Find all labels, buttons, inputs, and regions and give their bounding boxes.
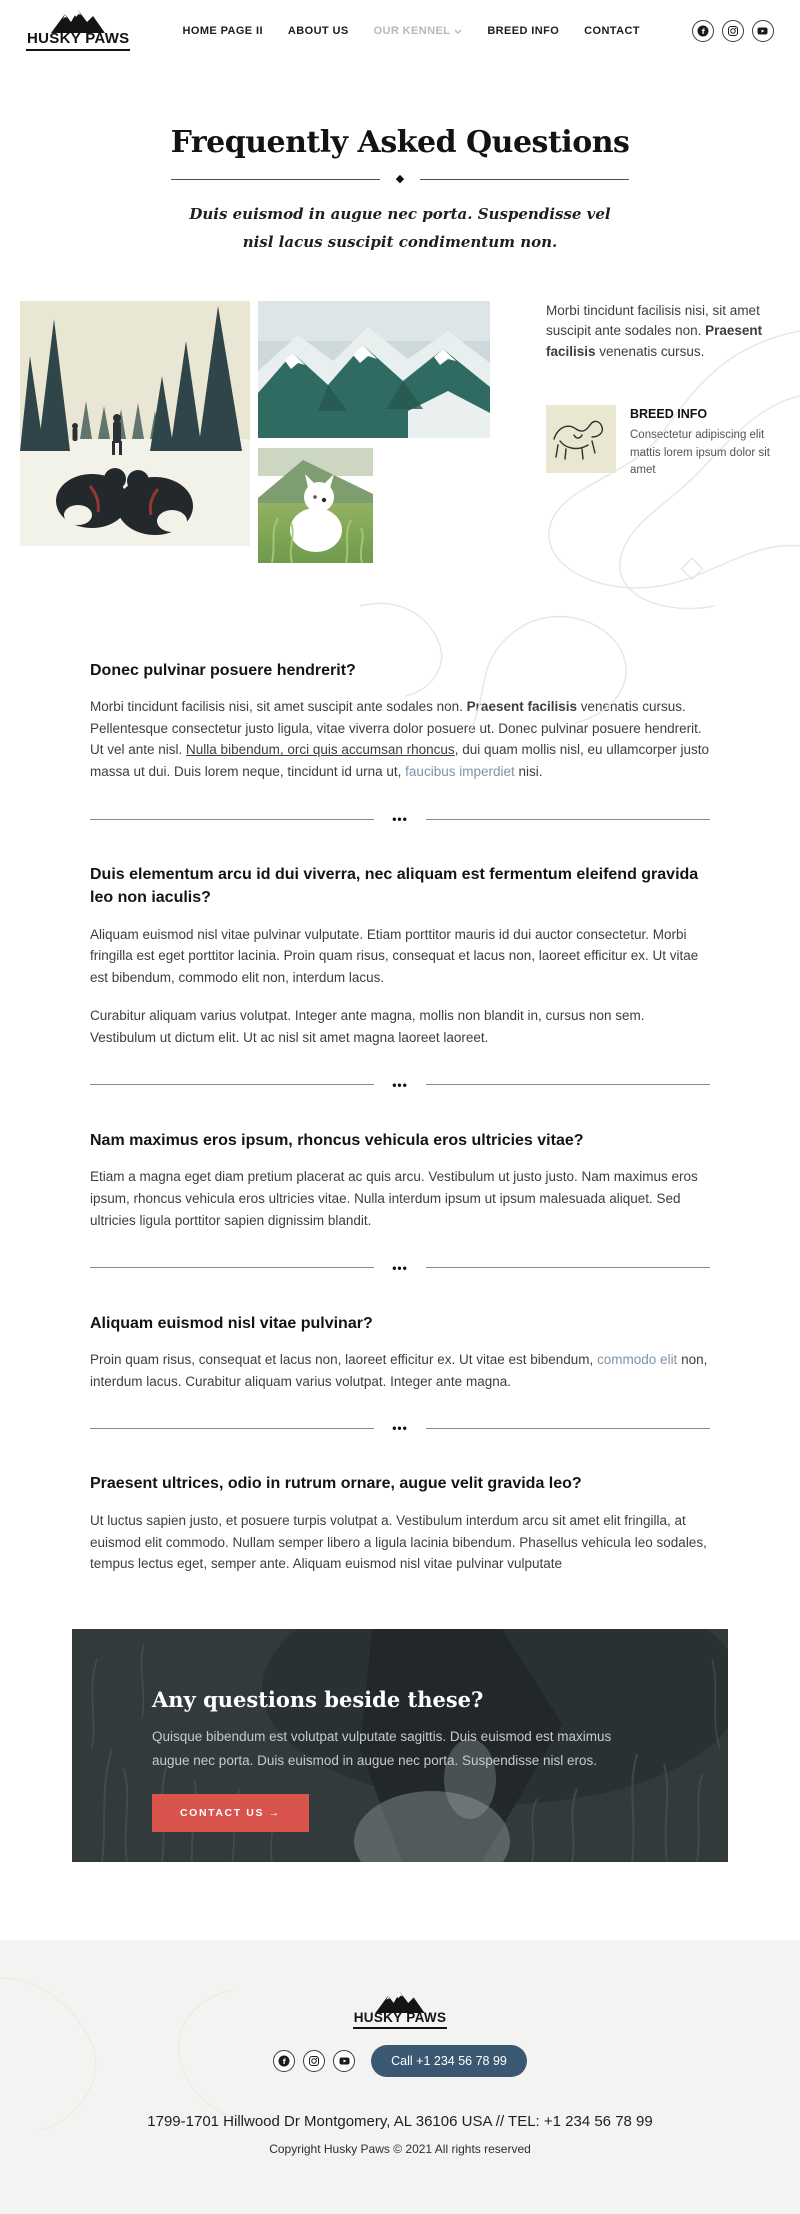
nav-item-about[interactable]: ABOUT US: [287, 24, 349, 37]
nav-item-contact[interactable]: CONTACT: [584, 24, 640, 37]
husky-sled-team-photo: [20, 301, 250, 546]
underlined-text: Nulla bibendum, orci quis accumsan rhoncus: [186, 742, 455, 758]
intro-column: [546, 301, 790, 563]
breed-info-card[interactable]: [546, 405, 790, 479]
answer-text: venenatis cursus. Pellentesque consectetur justo ligula, vitae viverra dolor posuere ut. Donec pulvinar posuere hendrerit. Ut vel ante nisl.: [90, 698, 702, 758]
intro-text: venenatis cursus.: [595, 344, 705, 360]
footer-inner: [0, 1992, 800, 2156]
bold-text: Praesent facilisis: [546, 323, 763, 360]
svg-text:f: f: [282, 2057, 286, 2066]
faq-answer: [90, 696, 710, 783]
youtube-icon[interactable]: [333, 2050, 355, 2072]
dots-icon: •••: [392, 812, 408, 827]
cta-section: [72, 1629, 728, 1862]
title-divider: [171, 174, 629, 185]
faq-item: [90, 1312, 710, 1393]
bold-text: Praesent facilisis: [466, 698, 577, 714]
brand-logo[interactable]: [26, 10, 130, 51]
instagram-icon[interactable]: [722, 20, 744, 42]
faq-question: Nam maximus eros ipsum, rhoncus vehicula eros ultricies vitae?: [90, 1131, 584, 1149]
diamond-icon: ◆: [395, 173, 405, 185]
instagram-icon[interactable]: [303, 2050, 325, 2072]
footer-social-row: [0, 2045, 800, 2077]
footer: [0, 1940, 800, 2214]
divider-line: [426, 1084, 710, 1085]
site-header: [0, 0, 800, 57]
answer-text: , dui quam mollis nisl, eu ullamcorper justo massa ut dui. Duis lorem neque, tincidunt id urna ut,: [90, 742, 710, 780]
faq-answer: Curabitur aliquam varius volutpat. Integer ante magna, mollis non blandit in, cursus non sem. Vestibulum ut dictum elit. Ut ac nisl sit amet magna laoreet laoreet.: [90, 1008, 645, 1045]
faq-item: [90, 1472, 710, 1575]
inline-link[interactable]: commodo elit: [597, 1351, 678, 1367]
answer-text: nisi.: [514, 764, 543, 780]
divider-line: [171, 179, 380, 180]
faq-answer: Etiam a magna eget diam pretium placerat ac quis arcu. Vestibulum ut justo justo. Nam maximus eros ipsum, rhoncus vehicula eros ultricies vitae. Nulla interdum ipsum ut ipsum malesuada aliquet. Sed ultricies ligula porttitor sapien dignissim blandit.: [90, 1168, 698, 1228]
faq-question: Praesent ultrices, odio in rutrum ornare, augue velit gravida leo?: [90, 1475, 582, 1493]
cta-content: [72, 1629, 728, 1832]
breed-card-title: BREED INFO: [630, 407, 708, 422]
divider-line: [90, 1428, 374, 1429]
nav-item-home[interactable]: HOME PAGE II: [182, 24, 263, 37]
faq-answer: Aliquam euismod nisl vitae pulvinar vulputate. Etiam porttitor mauris id dui auctor consectetur. Morbi fringilla est eget porttitor lacinia. Proin quam risus, consequat et lacus non, laoreet efficitur ex. Ut vitae est bibendum, commodo elit non, interdum lacus.: [90, 926, 699, 986]
dots-icon: •••: [392, 1260, 408, 1275]
footer-copyright: Copyright Husky Paws © 2021 All rights reserved: [269, 2142, 531, 2157]
main-nav: [183, 25, 640, 37]
breed-sketch-thumbnail: [546, 405, 616, 473]
faq-question: Donec pulvinar posuere hendrerit?: [90, 661, 356, 679]
mountain-range-photo: [258, 301, 490, 438]
chevron-down-icon: [454, 25, 462, 37]
cta-body: Quisque bibendum est volutpat vulputate sagittis. Duis euismod est maximus augue nec porta. Duis euismod in augue nec porta. Suspendisse nisl eros.: [152, 1729, 612, 1768]
nav-item-label: OUR KENNEL: [373, 24, 451, 37]
breed-card-description: Consectetur adipiscing elit mattis lorem ipsum dolor sit amet: [630, 429, 770, 476]
intro-paragraph: [546, 301, 790, 364]
section-divider: [90, 1079, 710, 1091]
divider-line: [426, 1428, 710, 1429]
brand-name: HUSKY PAWS: [26, 31, 130, 51]
gallery-middle-column: [258, 301, 490, 563]
section-divider: [90, 1262, 710, 1274]
nav-item-breed-info[interactable]: BREED INFO: [487, 24, 560, 37]
faq-answer: Ut luctus sapien justo, et posuere turpis volutpat a. Vestibulum interdum arcu sit amet elit fringilla, at euismod elit commodo. Nullam semper libero a ligula lacinia bibendum. Phasellus vehicula leo sodales, tempus lectus eget, semper ante. Aliquam euismod nisl vitae pulvinar vulputate: [90, 1512, 707, 1572]
page-title: Frequently Asked Questions: [170, 125, 630, 160]
white-dog-in-grass-photo: [258, 448, 373, 563]
divider-line: [426, 1267, 710, 1268]
gallery-section: [0, 301, 800, 563]
svg-text:f: f: [701, 27, 705, 36]
section-divider: [90, 1422, 710, 1434]
divider-line: [90, 819, 374, 820]
section-divider: [90, 813, 710, 825]
faq-answer: [90, 1349, 710, 1393]
hero-section: [0, 57, 800, 257]
divider-line: [90, 1267, 374, 1268]
facebook-icon[interactable]: [692, 20, 714, 42]
faq-question: Duis elementum arcu id dui viverra, nec aliquam est fermentum eleifend gravida leo non iaculis?: [90, 866, 699, 907]
divider-line: [426, 819, 710, 820]
intro-text: Morbi tincidunt facilisis nisi, sit amet suscipit ante sodales non.: [546, 302, 760, 339]
faq-item: [90, 863, 710, 1049]
footer-brand-logo[interactable]: [353, 1992, 448, 2029]
facebook-icon[interactable]: [273, 2050, 295, 2072]
page-subtitle: Duis euismod in augue nec porta. Suspendisse vel nisl lacus suscipit condimentum non.: [189, 205, 611, 251]
answer-text: Morbi tincidunt facilisis nisi, sit amet suscipit ante sodales non.: [90, 698, 467, 714]
brand-name: HUSKY PAWS: [353, 2011, 448, 2029]
inline-link[interactable]: faucibus imperdiet: [405, 764, 515, 780]
divider-line: [420, 179, 629, 180]
cta-title: Any questions beside these?: [152, 1687, 484, 1713]
answer-text: Proin quam risus, consequat et lacus non, laoreet efficitur ex. Ut vitae est bibendum,: [90, 1351, 598, 1367]
faq-item: [90, 659, 710, 784]
youtube-icon[interactable]: [752, 20, 774, 42]
call-phone-button[interactable]: Call +1 234 56 78 99: [371, 2045, 527, 2077]
footer-address: 1799-1701 Hillwood Dr Montgomery, AL 36106 USA // TEL: +1 234 56 78 99: [147, 2113, 653, 2131]
header-social-row: [692, 20, 774, 42]
nav-item-our-kennel[interactable]: [374, 25, 463, 37]
faq-question: Aliquam euismod nisl vitae pulvinar?: [90, 1314, 373, 1332]
answer-text: non, interdum lacus. Curabitur aliquam varius volutpat. Integer ante magna.: [90, 1351, 708, 1389]
divider-line: [90, 1084, 374, 1085]
breed-card-text: [630, 405, 790, 479]
dots-icon: •••: [392, 1077, 408, 1092]
contact-us-button[interactable]: CONTACT US →: [152, 1794, 309, 1832]
faq-section: [90, 659, 710, 1576]
dots-icon: •••: [392, 1421, 408, 1436]
faq-item: [90, 1129, 710, 1232]
